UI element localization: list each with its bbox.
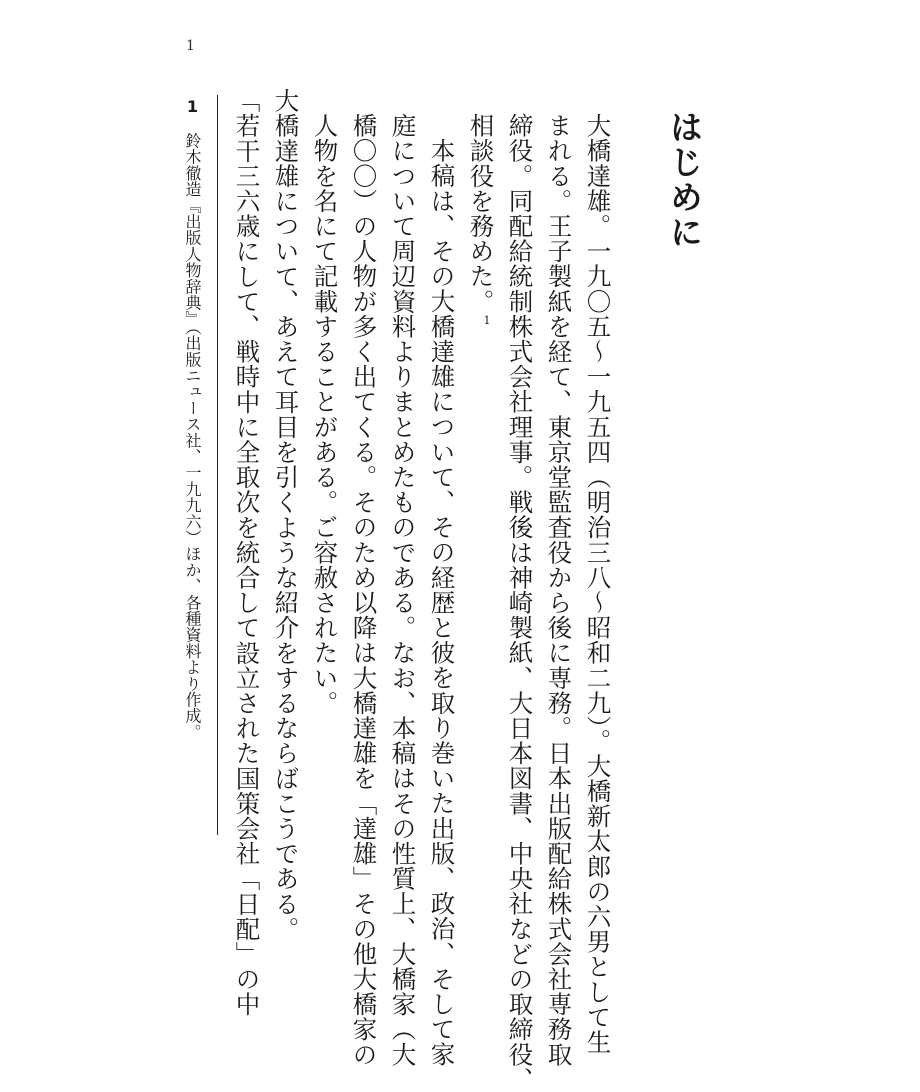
body-line: 庭について周辺資料よりまとめたものである。なお、本稿はその性質上、大橋家（大 (388, 113, 418, 1067)
footnote-reference: 1 (480, 313, 494, 328)
body-line: まれる。王子製紙を経て、東京堂監査役から後に専務。日本出版配給株式会社専務取 (544, 113, 574, 1067)
body-line: 本稿は、その大橋達雄について、その経歴と彼を取り巻いた出版、政治、そして家 (427, 138, 457, 1067)
body-line: 「若干三六歳にして、戦時中に全取次を統合して設立された国策会社「日配」の中 (232, 88, 262, 1017)
footnote (184, 97, 200, 740)
footnote-divider (217, 95, 218, 835)
body-line: 橋〇〇）の人物が多く出てくる。そのため以降は大橋達雄を「達雄」その他大橋家の (349, 113, 379, 1067)
body-line: 大橋達雄。一九〇五～一九五四（明治三八～昭和二九）。大橋新太郎の六男として生 (583, 113, 613, 1055)
footnote-text: 鈴木徹造『出版人物辞典』（出版ニュース社、一九九六）ほか、各種資料より作成。 (183, 132, 202, 741)
body-line-text: 相談役を務めた。 (466, 113, 496, 314)
body-line: 人物を名にて記載することがある。ご容赦されたい。 (310, 113, 340, 716)
page-number: 1 (186, 38, 195, 54)
body-line: 大橋達雄について、あえて耳目を引くような紹介をするならばこうである。 (271, 88, 301, 942)
section-title: はじめに (665, 110, 704, 250)
body-line-with-footnote-ref (466, 113, 496, 328)
body-line: 締役。同配給統制株式会社理事。戦後は神崎製紙、大日本図書、中央社などの取締役、 (505, 113, 535, 1092)
footnote-number: 1 (183, 97, 202, 117)
